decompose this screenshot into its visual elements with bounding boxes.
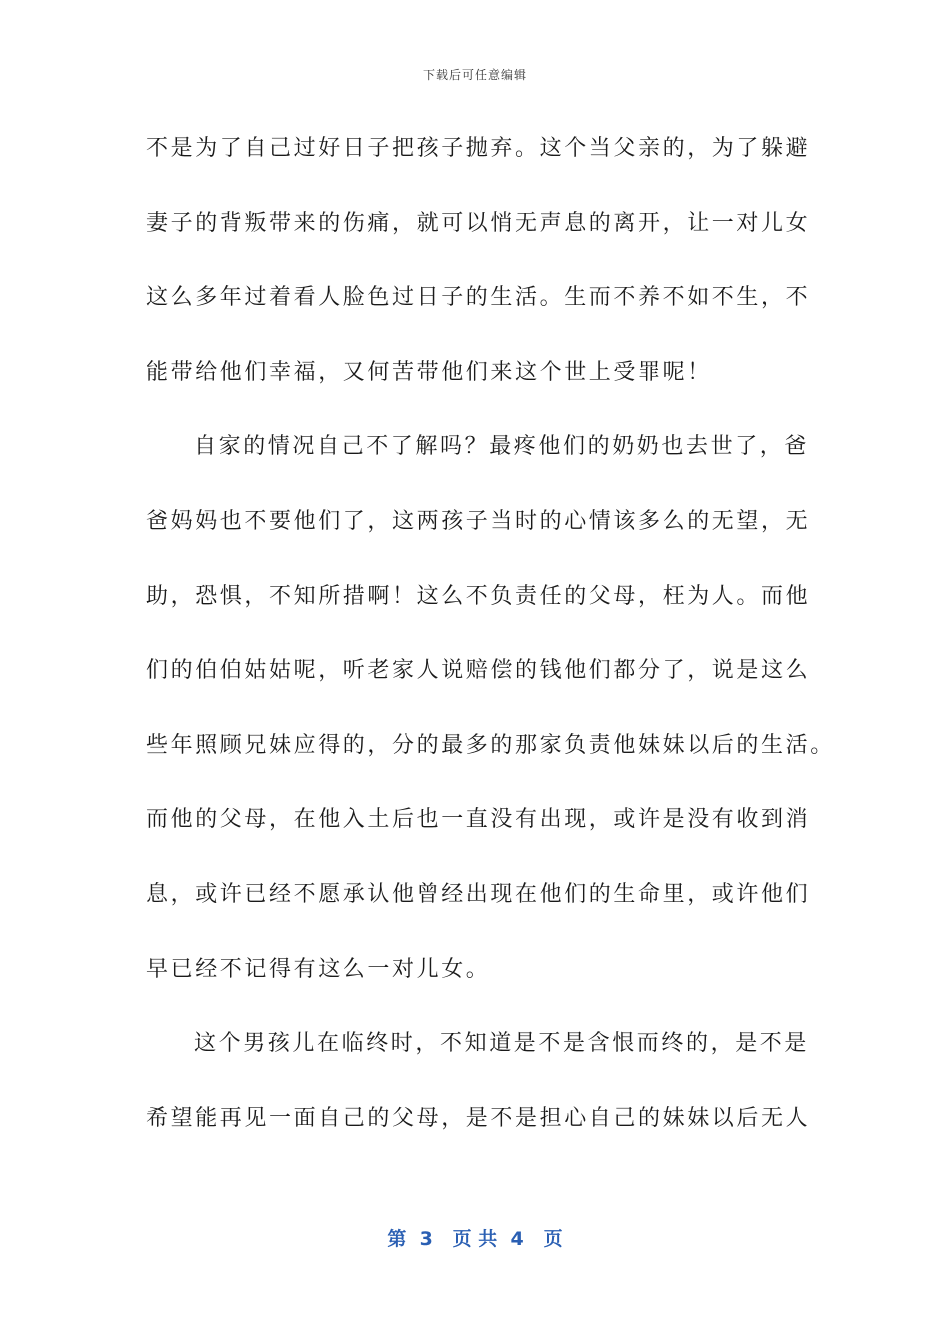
text-line: 而他的父母，在他入土后也一直没有出现，或许是没有收到消 xyxy=(146,807,811,833)
text-line: 妻子的背叛带来的伤痛，就可以悄无声息的离开，让一对儿女 xyxy=(146,210,811,236)
text-line: 息，或许已经不愿承认他曾经出现在他们的生命里，或许他们 xyxy=(146,881,811,907)
paragraph-start-line: 自家的情况自己不了解吗？最疼他们的奶奶也去世了，爸 xyxy=(194,434,810,460)
text-line: 希望能再见一面自己的父母，是不是担心自己的妹妹以后无人 xyxy=(146,1105,811,1131)
text-line: 们的伯伯姑姑呢，听老家人说赔偿的钱他们都分了，说是这么 xyxy=(146,658,811,684)
text-line: 助，恐惧，不知所措啊！这么不负责任的父母，枉为人。而他 xyxy=(146,583,811,609)
text-line: 能带给他们幸福，又何苦带他们来这个世上受罪呢！ xyxy=(146,359,712,385)
text-line: 爸妈妈也不要他们了，这两孩子当时的心情该多么的无望，无 xyxy=(146,508,811,534)
text-line: 些年照顾兄妹应得的，分的最多的那家负责他妹妹以后的生活。 xyxy=(146,732,835,758)
text-line: 这么多年过着看人脸色过日子的生活。生而不养不如不生，不 xyxy=(146,285,811,311)
page-number-footer: 第 3 页 共 4 页 xyxy=(387,1228,563,1250)
paragraph-start-line: 这个男孩儿在临终时，不知道是不是含恨而终的，是不是 xyxy=(194,1031,810,1057)
document-body xyxy=(146,112,835,1156)
header-note: 下载后可任意编辑 xyxy=(422,68,527,82)
text-line: 不是为了自己过好日子把孩子抛弃。这个当父亲的，为了躲避 xyxy=(146,136,811,161)
text-line: 早已经不记得有这么一对儿女。 xyxy=(146,956,491,982)
